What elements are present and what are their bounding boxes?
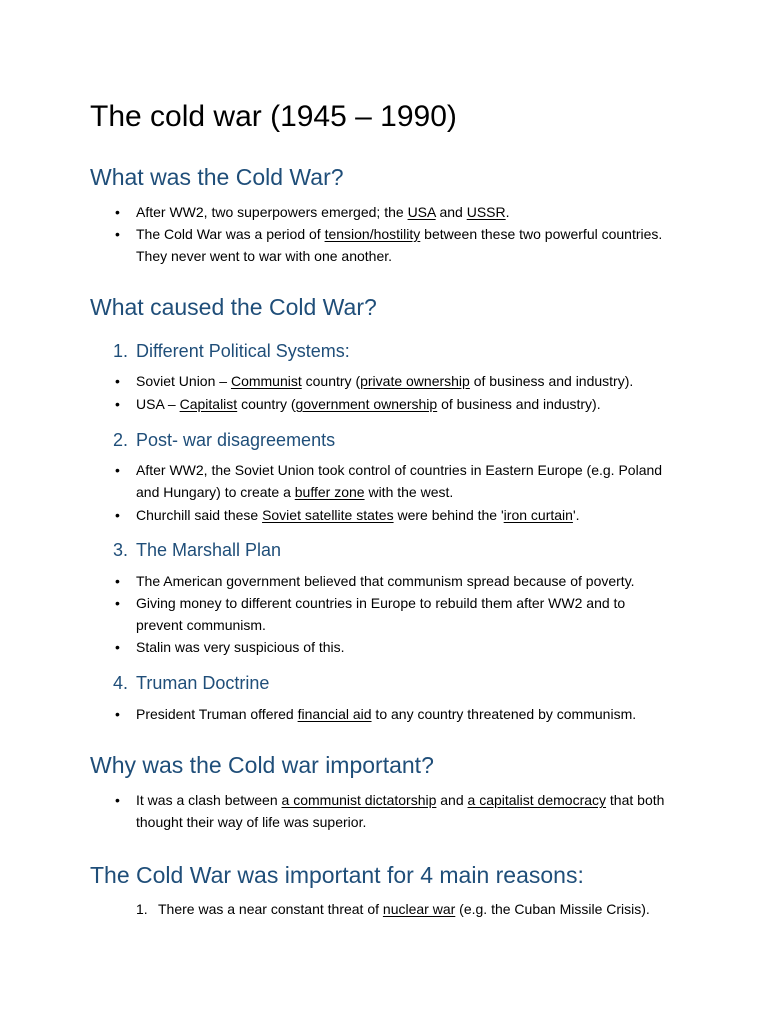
underlined-term: private ownership	[360, 373, 470, 389]
list-item	[115, 370, 634, 392]
text-segment: After WW2, the Soviet Union took control of countries in Eastern Europe (e.g. Poland	[136, 462, 663, 478]
bullet-list-what	[115, 201, 663, 267]
list-item	[115, 570, 635, 592]
bullet-icon: •	[115, 226, 120, 242]
underlined-term: a capitalist democracy	[467, 792, 607, 808]
list-item	[115, 223, 663, 267]
underlined-term: nuclear war	[382, 901, 456, 917]
text-segment: (e.g. the Cuban Missile Crisis).	[455, 901, 650, 917]
text-segment: The American government believed that communism spread because of poverty.	[136, 573, 635, 589]
underlined-term: Soviet satellite states	[262, 507, 394, 523]
bullet-icon: •	[115, 706, 120, 722]
bullet-icon: •	[115, 373, 120, 389]
text-segment: Soviet Union –	[136, 373, 231, 389]
underlined-term: Communist	[230, 373, 302, 389]
text-segment: thought their way of life was superior.	[136, 814, 367, 830]
bullet-icon: •	[115, 639, 120, 655]
text-segment: and Hungary) to create a	[136, 484, 295, 500]
underlined-term: Capitalist	[179, 396, 238, 412]
section-heading-why: Why was the Cold war important?	[90, 752, 434, 778]
text-segment: country (	[237, 396, 296, 412]
list-item	[115, 504, 662, 526]
bullet-icon: •	[115, 462, 120, 478]
bullet-icon: •	[115, 595, 120, 611]
list-item	[115, 201, 662, 223]
section-heading-reasons: The Cold War was important for 4 main reasons:	[90, 862, 584, 888]
subheading-text: Post- war disagreements	[136, 430, 336, 450]
underlined-term: buffer zone	[294, 484, 365, 500]
text-segment: After WW2, two superpowers emerged; the	[136, 204, 408, 220]
text-segment: were behind the '	[393, 507, 504, 523]
bullet-list-political-systems	[115, 370, 634, 415]
subheading-number: 1.	[113, 341, 129, 361]
subheading-post-war	[113, 428, 336, 452]
list-item	[115, 789, 665, 833]
underlined-term: government ownership	[295, 396, 438, 412]
text-segment: and	[436, 792, 468, 808]
text-segment: USA –	[136, 396, 180, 412]
bullet-list-truman-doctrine	[115, 703, 637, 725]
text-segment: and	[435, 204, 467, 220]
underlined-term: iron curtain	[503, 507, 573, 523]
text-segment: of business and industry).	[437, 396, 601, 412]
text-segment: The Cold War was a period of	[136, 226, 325, 242]
bullet-list-marshall-plan	[115, 570, 635, 658]
list-number: 1.	[136, 901, 148, 917]
subheading-marshall-plan	[113, 538, 282, 562]
subheading-number: 2.	[113, 430, 129, 450]
subheading-text: Truman Doctrine	[136, 673, 270, 693]
text-segment: President Truman offered	[136, 706, 298, 722]
bullet-icon: •	[115, 507, 120, 523]
subheading-number: 4.	[113, 673, 129, 693]
section-heading-what: What was the Cold War?	[90, 164, 344, 190]
underlined-term: a communist dictatorship	[281, 792, 437, 808]
text-segment: '.	[572, 507, 580, 523]
text-segment: They never went to war with one another.	[136, 248, 393, 264]
text-segment: Stalin was very suspicious of this.	[136, 639, 345, 655]
underlined-term: financial aid	[297, 706, 372, 722]
numbered-list-reasons	[136, 898, 650, 920]
list-item	[115, 393, 633, 415]
bullet-icon: •	[115, 573, 120, 589]
text-segment: between these two powerful countries.	[420, 226, 663, 242]
text-segment: Giving money to different countries in Europe to rebuild them after WW2 and to	[136, 595, 626, 611]
subheading-text: Different Political Systems:	[136, 341, 350, 361]
underlined-term: USA	[407, 204, 436, 220]
list-item	[115, 636, 635, 658]
bullet-icon: •	[115, 792, 120, 808]
bullet-list-post-war	[115, 459, 663, 526]
list-item	[136, 898, 650, 920]
text-segment: country (	[301, 373, 361, 389]
underlined-term: USSR	[466, 204, 506, 220]
text-segment: with the west.	[364, 484, 454, 500]
document-title: The cold war (1945 – 1990)	[90, 100, 457, 133]
bullet-list-why	[115, 789, 665, 833]
subheading-truman-doctrine	[113, 671, 270, 695]
text-segment: that both	[606, 792, 665, 808]
text-segment: It was a clash between	[136, 792, 282, 808]
text-segment: prevent communism.	[136, 617, 266, 633]
text-segment: of business and industry).	[469, 373, 634, 389]
section-heading-causes: What caused the Cold War?	[90, 294, 377, 320]
text-segment: There was a near constant threat of	[158, 901, 383, 917]
list-item	[115, 703, 637, 725]
text-segment: .	[505, 204, 510, 220]
underlined-term: tension/hostility	[324, 226, 421, 242]
subheading-text: The Marshall Plan	[136, 540, 282, 560]
subheading-number: 3.	[113, 540, 129, 560]
list-item	[115, 459, 663, 503]
bullet-icon: •	[115, 204, 120, 220]
text-segment: to any country threatened by communism.	[371, 706, 637, 722]
text-segment: Churchill said these	[136, 507, 263, 523]
list-item	[115, 592, 635, 636]
subheading-political-systems	[113, 339, 350, 363]
bullet-icon: •	[115, 396, 120, 412]
